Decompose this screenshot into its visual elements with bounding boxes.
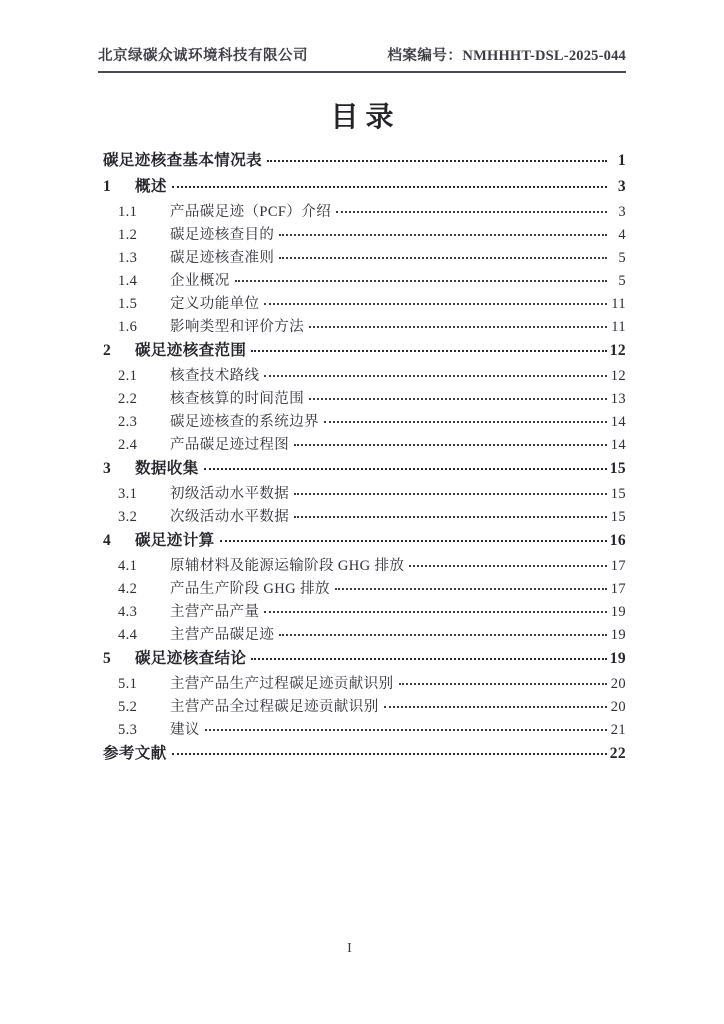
toc-dot-leader xyxy=(279,234,607,236)
toc-dot-leader xyxy=(279,257,607,259)
toc-entry-number: 5.3 xyxy=(118,722,138,738)
toc-entry-page: 20 xyxy=(610,699,626,715)
toc-entry-label: 数据收集 xyxy=(135,460,199,477)
toc-entry-number: 4.2 xyxy=(118,581,138,597)
toc-entry-page: 15 xyxy=(610,486,626,502)
toc-entry-page: 13 xyxy=(610,391,626,407)
toc-entry-label: 企业概况 xyxy=(170,273,230,289)
toc-entry-label: 碳足迹核查的系统边界 xyxy=(170,414,319,430)
toc-entry-page: 16 xyxy=(609,532,626,549)
toc-entry[interactable] xyxy=(98,646,626,672)
toc-dot-leader xyxy=(204,468,607,470)
toc-dot-leader xyxy=(294,516,607,518)
toc-entry-page: 5 xyxy=(618,273,626,289)
toc-entry-page: 20 xyxy=(610,676,626,692)
toc-entry-label: 建议 xyxy=(170,722,200,738)
toc-entry-label: 碳足迹核查基本情况表 xyxy=(103,152,263,169)
header-rule xyxy=(98,71,626,73)
toc-entry-page: 12 xyxy=(609,342,626,359)
toc-dot-leader xyxy=(220,540,607,542)
toc-entry-page: 19 xyxy=(610,604,626,620)
toc-entry-number: 1.2 xyxy=(118,227,138,243)
toc-entry[interactable] xyxy=(98,246,626,269)
toc-entry-page: 3 xyxy=(617,178,626,195)
toc-dot-leader xyxy=(172,753,607,755)
toc-dot-leader xyxy=(264,303,607,305)
toc-list xyxy=(98,148,626,767)
toc-entry-label: 概述 xyxy=(135,178,167,195)
toc-entry-number: 4.1 xyxy=(118,558,138,574)
page-title: 目录 xyxy=(330,102,401,133)
toc-dot-leader xyxy=(264,611,607,613)
toc-entry-number: 2 xyxy=(103,342,112,359)
toc-entry-page: 21 xyxy=(610,722,626,738)
toc-entry-page: 4 xyxy=(618,227,626,243)
toc-entry-label: 主营产品碳足迹 xyxy=(170,627,275,643)
toc-entry-number: 5.2 xyxy=(118,699,138,715)
toc-dot-leader xyxy=(336,211,607,213)
toc-entry[interactable] xyxy=(98,741,626,767)
toc-entry-label: 参考文献 xyxy=(103,745,167,762)
toc-entry-number: 5.1 xyxy=(118,676,138,692)
toc-entry[interactable] xyxy=(98,315,626,338)
toc-entry-page: 1 xyxy=(617,152,626,169)
toc-entry-page: 17 xyxy=(610,558,626,574)
toc-entry[interactable] xyxy=(98,505,626,528)
toc-entry-number: 4 xyxy=(103,532,112,549)
toc-dot-leader xyxy=(264,375,607,377)
toc-entry-page: 19 xyxy=(610,627,626,643)
document-header xyxy=(98,44,626,71)
toc-dot-leader xyxy=(399,683,608,685)
toc-dot-leader xyxy=(267,160,607,162)
file-number xyxy=(387,44,626,65)
toc-entry-label: 核查核算的时间范围 xyxy=(170,391,305,407)
toc-entry[interactable] xyxy=(98,410,626,433)
toc-entry[interactable] xyxy=(98,338,626,364)
toc-dot-leader xyxy=(235,280,607,282)
toc-dot-leader xyxy=(309,398,607,400)
toc-dot-leader xyxy=(309,326,607,328)
toc-entry-page: 11 xyxy=(611,319,626,335)
toc-entry-page: 19 xyxy=(609,650,626,667)
toc-entry[interactable] xyxy=(98,433,626,456)
toc-entry-label: 产品碳足迹（PCF）介绍 xyxy=(170,204,332,220)
toc-entry[interactable] xyxy=(98,600,626,623)
toc-entry-number: 2.3 xyxy=(118,414,138,430)
toc-entry-number: 5 xyxy=(103,650,112,667)
toc-entry[interactable] xyxy=(98,718,626,741)
file-number-label: 档案编号： xyxy=(387,48,463,64)
toc-entry[interactable] xyxy=(98,623,626,646)
toc-entry-label: 原辅材料及能源运输阶段 GHG 排放 xyxy=(170,558,405,574)
toc-entry-page: 5 xyxy=(618,250,626,266)
toc-entry[interactable] xyxy=(98,200,626,223)
toc-entry-label: 影响类型和评价方法 xyxy=(170,319,305,335)
toc-entry-label: 次级活动水平数据 xyxy=(170,509,290,525)
toc-entry-number: 1.4 xyxy=(118,273,138,289)
toc-entry-page: 22 xyxy=(609,745,626,762)
toc-dot-leader xyxy=(294,493,607,495)
toc-dot-leader xyxy=(251,350,606,352)
toc-entry-page: 15 xyxy=(610,509,626,525)
toc-entry-label: 产品生产阶段 GHG 排放 xyxy=(170,581,330,597)
toc-entry-page: 15 xyxy=(609,460,626,477)
toc-entry-number: 4.4 xyxy=(118,627,138,643)
toc-entry-number: 1 xyxy=(103,178,112,195)
toc-entry[interactable] xyxy=(98,456,626,482)
file-number-value: NMHHHT-DSL-2025-044 xyxy=(462,48,626,64)
toc-dot-leader xyxy=(172,186,607,188)
toc-entry-label: 产品碳足迹过程图 xyxy=(170,437,290,453)
toc-entry[interactable] xyxy=(98,528,626,554)
toc-entry-label: 定义功能单位 xyxy=(170,296,260,312)
toc-entry[interactable] xyxy=(98,269,626,292)
toc-dot-leader xyxy=(324,421,607,423)
toc-entry-label: 碳足迹核查范围 xyxy=(135,342,247,359)
toc-dot-leader xyxy=(251,658,606,660)
toc-dot-leader xyxy=(205,729,607,731)
toc-entry-number: 2.1 xyxy=(118,368,138,384)
toc-entry-label: 碳足迹核查准则 xyxy=(170,250,275,266)
toc-entry-label: 核查技术路线 xyxy=(170,368,260,384)
toc-entry-page: 14 xyxy=(610,437,626,453)
toc-entry[interactable] xyxy=(98,672,626,695)
toc-dot-leader xyxy=(294,444,607,446)
toc-entry-page: 3 xyxy=(618,204,626,220)
toc-entry-label: 碳足迹核查结论 xyxy=(135,650,247,667)
toc-entry-number: 3.1 xyxy=(118,486,138,502)
toc-dot-leader xyxy=(279,634,607,636)
toc-entry[interactable] xyxy=(98,482,626,505)
toc-entry-label: 碳足迹计算 xyxy=(135,532,215,549)
toc-entry-label: 初级活动水平数据 xyxy=(170,486,290,502)
toc-entry-label: 主营产品全过程碳足迹贡献识别 xyxy=(170,699,379,715)
toc-entry-number: 1.5 xyxy=(118,296,138,312)
toc-entry[interactable] xyxy=(98,695,626,718)
toc-entry[interactable] xyxy=(98,554,626,577)
toc-entry-number: 2.4 xyxy=(118,437,138,453)
toc-entry[interactable] xyxy=(98,174,626,200)
toc-entry[interactable] xyxy=(98,292,626,315)
toc-entry-page: 11 xyxy=(611,296,626,312)
footer-page-number: I xyxy=(347,941,353,956)
toc-entry-page: 14 xyxy=(610,414,626,430)
toc-dot-leader xyxy=(384,706,607,708)
toc-entry-number: 3 xyxy=(103,460,112,477)
toc-entry-label: 主营产品产量 xyxy=(170,604,260,620)
toc-entry[interactable] xyxy=(98,148,626,174)
toc-entry-number: 2.2 xyxy=(118,391,138,407)
toc-entry[interactable] xyxy=(98,387,626,410)
toc-entry-number: 1.3 xyxy=(118,250,138,266)
toc-entry-number: 1.1 xyxy=(118,204,138,220)
toc-entry-label: 主营产品生产过程碳足迹贡献识别 xyxy=(170,676,394,692)
toc-entry-page: 12 xyxy=(610,368,626,384)
toc-dot-leader xyxy=(335,588,607,590)
toc-entry-number: 1.6 xyxy=(118,319,138,335)
toc-entry-label: 碳足迹核查目的 xyxy=(170,227,275,243)
toc-entry[interactable] xyxy=(98,577,626,600)
toc-entry-number: 3.2 xyxy=(118,509,138,525)
toc-entry[interactable] xyxy=(98,223,626,246)
toc-entry[interactable] xyxy=(98,364,626,387)
toc-dot-leader xyxy=(409,565,607,567)
toc-entry-page: 17 xyxy=(610,581,626,597)
toc-entry-number: 4.3 xyxy=(118,604,138,620)
company-name: 北京绿碳众诚环境科技有限公司 xyxy=(98,48,308,64)
